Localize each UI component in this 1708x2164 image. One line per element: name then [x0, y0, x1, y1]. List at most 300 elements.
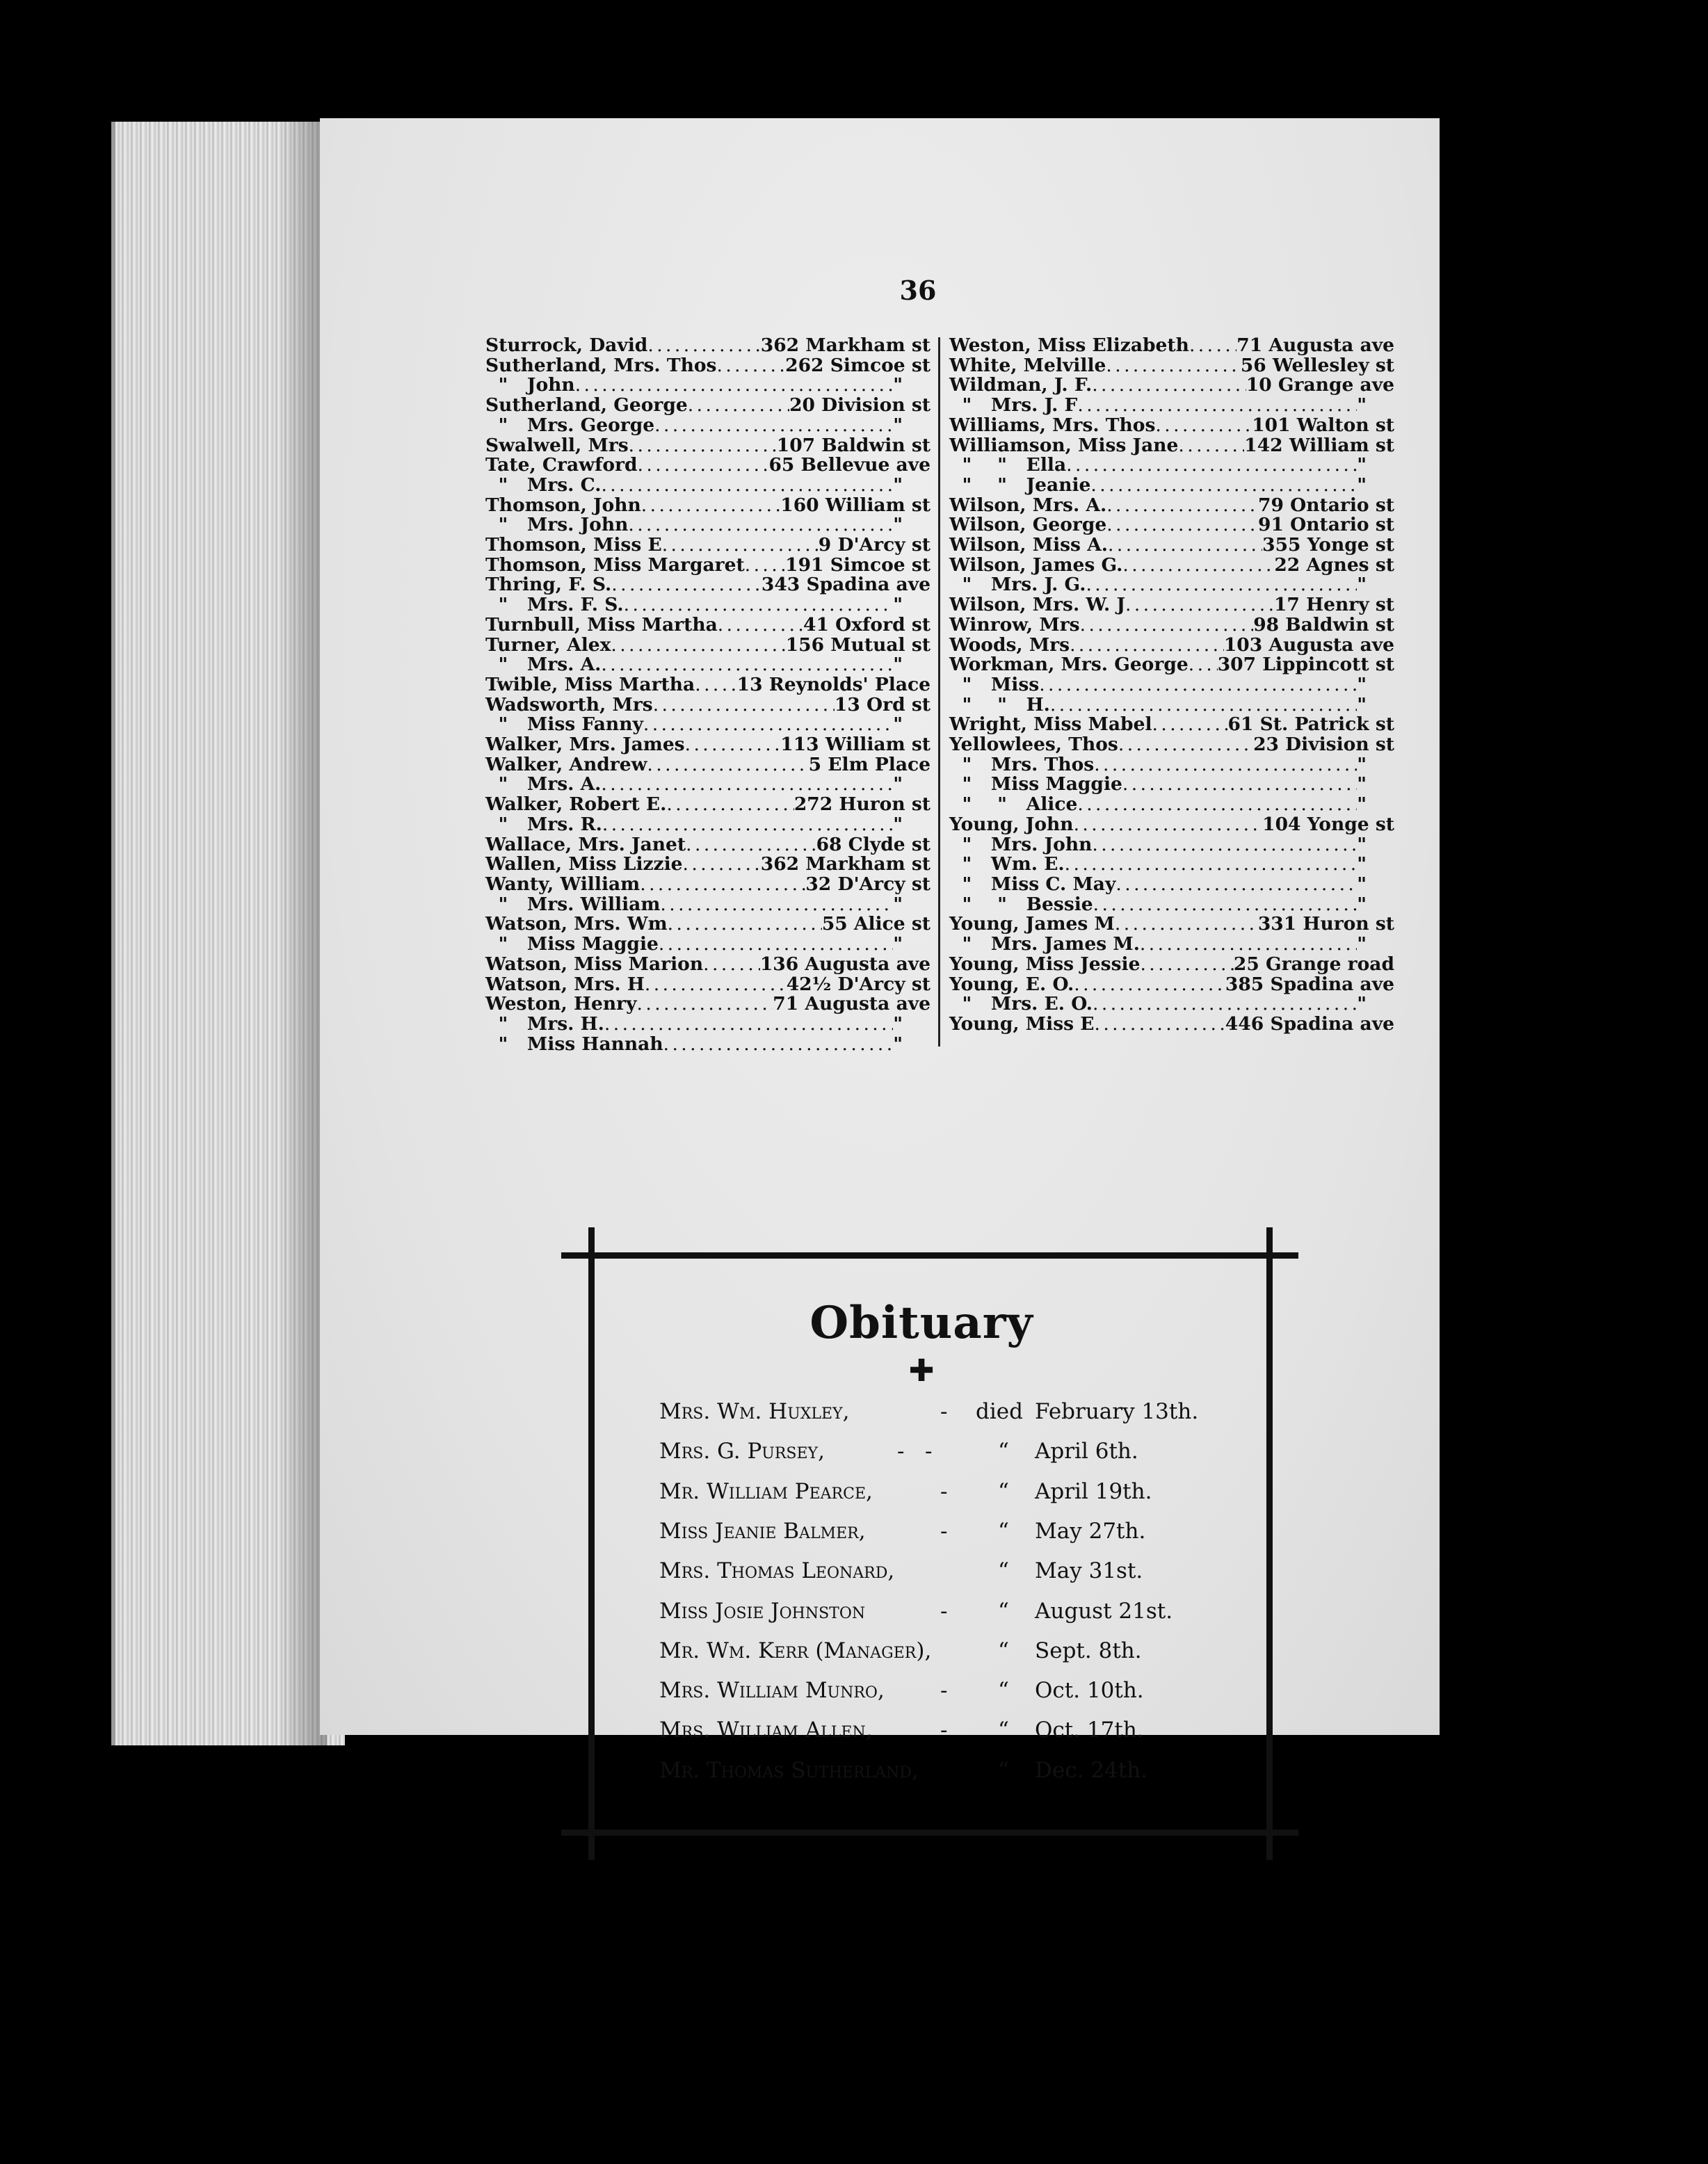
leader-dots	[683, 855, 761, 875]
obituary-name: Mrs. William Allen,	[659, 1718, 873, 1743]
entry-name: " Mrs. John	[949, 833, 1093, 855]
leader-dots	[602, 815, 893, 835]
entry-name: " Miss Maggie	[485, 933, 659, 955]
entry-address: "	[1357, 873, 1367, 895]
leader-dots	[1122, 556, 1274, 576]
obituary-name: Miss Jeanie Balmer,	[659, 1518, 866, 1544]
directory-entry	[949, 655, 1394, 675]
entry-address: 56 Wellesley st	[1240, 354, 1394, 376]
leader-dots	[628, 515, 893, 535]
leader-dots	[1115, 875, 1357, 895]
leader-dots	[653, 695, 835, 716]
directory-entry	[949, 376, 1394, 396]
directory-entry	[485, 775, 930, 795]
directory-entry	[485, 695, 930, 716]
leader-dots	[685, 735, 781, 755]
entry-address: 362 Markham st	[760, 334, 930, 356]
entry-name: Yellowlees, Thos	[949, 734, 1118, 756]
directory-entry	[949, 476, 1394, 496]
entry-name: Young, E. O.	[949, 973, 1074, 995]
leader-dots	[604, 1015, 893, 1035]
obituary-dash: -	[940, 1718, 948, 1743]
directory-entry	[485, 1035, 930, 1055]
entry-address: "	[1357, 993, 1367, 1015]
entry-name: Watson, Mrs. Wm	[485, 913, 668, 935]
leader-dots	[1106, 515, 1258, 535]
entry-address: 10 Grange ave	[1246, 374, 1394, 396]
entry-address: 355 Yonge st	[1262, 534, 1394, 556]
entry-address: 160 William st	[780, 494, 930, 516]
entry-name: Sutherland, Mrs. Thos	[485, 354, 717, 376]
entry-address: "	[893, 514, 903, 536]
entry-address: 262 Simcoe st	[785, 354, 930, 376]
directory-entry	[949, 455, 1394, 476]
leader-dots	[640, 875, 805, 895]
obituary-date: Oct. 17th.	[1035, 1718, 1144, 1743]
obituary-died: “	[998, 1478, 1009, 1504]
entry-address: 68 Clyde st	[816, 833, 930, 855]
entry-address: "	[1357, 693, 1367, 716]
entry-name: Weston, Miss Elizabeth	[949, 334, 1189, 356]
leader-dots	[1122, 775, 1357, 795]
directory-entry	[949, 835, 1394, 855]
leader-dots	[1178, 436, 1244, 456]
directory-entry	[485, 875, 930, 895]
entry-address: "	[893, 893, 903, 915]
obituary-died: “	[998, 1757, 1009, 1783]
cross-icon: ✚	[908, 1353, 935, 1389]
directory-entry	[485, 815, 930, 835]
entry-address: "	[1357, 474, 1367, 496]
directory-entry	[485, 535, 930, 556]
directory-entry	[949, 436, 1394, 456]
entry-name: Wadsworth, Mrs	[485, 693, 653, 716]
entry-name: " " Ella	[949, 454, 1067, 476]
directory-entry	[485, 914, 930, 935]
entry-name: Workman, Mrs. George	[949, 654, 1189, 676]
entry-address: 104 Yonge st	[1262, 813, 1394, 835]
leader-dots	[1094, 755, 1357, 775]
entry-name: " Mrs. H.	[485, 1012, 604, 1035]
entry-name: Turner, Alex	[485, 633, 611, 656]
leader-dots	[660, 895, 893, 915]
entry-address: 71 Augusta ave	[773, 993, 930, 1015]
entry-name: Swalwell, Mrs	[485, 434, 629, 456]
entry-address: 17 Henry st	[1273, 594, 1394, 616]
directory-entry	[949, 994, 1394, 1015]
entry-name: Williamson, Miss Jane	[949, 434, 1179, 456]
entry-address: 65 Bellevue ave	[768, 454, 930, 476]
leader-dots	[695, 675, 736, 695]
leader-dots	[1140, 935, 1357, 955]
entry-address: 61 St. Patrick st	[1227, 713, 1394, 736]
entry-name: Sutherland, George	[485, 394, 688, 417]
entry-name: " Mrs. James M.	[949, 933, 1140, 955]
leader-dots	[1093, 895, 1357, 915]
obituary-entry	[659, 1558, 1285, 1593]
entry-address: 362 Markham st	[760, 853, 930, 875]
leader-dots	[611, 575, 762, 595]
column-divider	[938, 337, 940, 1047]
entry-name: Wallen, Miss Lizzie	[485, 853, 683, 875]
entry-name: " Miss Hannah	[485, 1033, 663, 1055]
obituary-date: May 27th.	[1035, 1518, 1146, 1544]
entry-name: Watson, Mrs. H	[485, 973, 645, 995]
obituary-date: February 13th.	[1035, 1399, 1199, 1424]
obituary-name: Mrs. William Munro,	[659, 1678, 885, 1704]
leader-dots	[647, 336, 760, 356]
entry-address: 25 Grange road	[1233, 953, 1394, 975]
entry-address: "	[1357, 454, 1367, 476]
entry-address: 103 Augusta ave	[1223, 633, 1394, 656]
entry-address: "	[1357, 394, 1367, 417]
obituary-died: died	[976, 1399, 1023, 1424]
entry-address: "	[1357, 673, 1367, 695]
entry-name: " " Bessie	[949, 893, 1093, 915]
directory-entry	[485, 795, 930, 815]
obituary-name: Mr. Wm. Kerr (Manager),	[659, 1638, 932, 1663]
obituary-dash: -	[940, 1478, 948, 1504]
directory-entry	[949, 715, 1394, 735]
entry-address: "	[893, 1033, 903, 1055]
directory-entry	[949, 755, 1394, 775]
entry-address: "	[893, 414, 903, 436]
directory-entry	[949, 695, 1394, 716]
obituary-name: Mrs. Wm. Huxley,	[659, 1399, 850, 1424]
obituary-entry	[659, 1439, 1285, 1473]
entry-name: " " Jeanie	[949, 474, 1091, 496]
directory-entry	[949, 955, 1394, 975]
obituary-entry	[659, 1519, 1285, 1553]
directory-entry	[949, 595, 1394, 615]
leader-dots	[647, 755, 808, 775]
entry-name: Walker, Andrew	[485, 753, 647, 775]
directory-entry	[485, 376, 930, 396]
directory-entry	[485, 935, 930, 955]
obituary-entry	[659, 1399, 1285, 1434]
directory-entry	[949, 356, 1394, 376]
obituary-died: “	[998, 1439, 1009, 1464]
entry-name: Wright, Miss Mabel	[949, 713, 1152, 736]
entry-name: Watson, Miss Marion	[485, 953, 704, 975]
leader-dots	[662, 535, 819, 556]
entry-name: Walker, Mrs. James	[485, 734, 685, 756]
obituary-name: Miss Josie Johnston	[659, 1598, 866, 1624]
leader-dots	[1070, 636, 1224, 656]
directory-entry	[949, 735, 1394, 755]
entry-address: 331 Huron st	[1257, 913, 1394, 935]
directory-entry	[485, 1012, 930, 1035]
directory-entry	[485, 396, 930, 416]
obituary-entry	[659, 1678, 1285, 1713]
entry-name: " Mrs. R.	[485, 813, 602, 835]
obituary-name: Mr. William Pearce,	[659, 1478, 873, 1504]
directory-entry	[485, 356, 930, 376]
entry-name: " Mrs. J. F	[949, 394, 1078, 417]
directory-entry	[949, 556, 1394, 576]
obituary-entry	[659, 1599, 1285, 1633]
entry-address: "	[1357, 833, 1367, 855]
leader-dots	[624, 595, 894, 615]
directory-entry	[949, 396, 1394, 416]
directory-entry	[949, 633, 1394, 656]
obituary-dash: -	[940, 1678, 948, 1704]
directory-entry	[485, 715, 930, 735]
directory-entry	[485, 556, 930, 576]
entry-name: " " H.	[949, 693, 1050, 716]
directory-entry	[485, 615, 930, 636]
directory-entry	[949, 914, 1394, 935]
entry-name: Wilson, Mrs. W. J	[949, 594, 1126, 616]
entry-address: "	[893, 713, 903, 736]
obituary-entry	[659, 1479, 1285, 1514]
leader-dots	[1086, 575, 1357, 595]
entry-name: Turnbull, Miss Martha	[485, 613, 718, 636]
entry-name: " Miss	[949, 673, 1040, 695]
leader-dots	[663, 1035, 894, 1055]
leader-dots	[645, 975, 787, 995]
entry-name: " Miss Fanny	[485, 713, 643, 736]
directory-entry	[485, 755, 930, 775]
leader-dots	[638, 455, 769, 476]
entry-name: " Mrs. William	[485, 893, 661, 915]
entry-address: 98 Baldwin st	[1253, 613, 1394, 636]
entry-name: " Mrs. A.	[485, 654, 602, 676]
obituary-name: Mrs. Thomas Leonard,	[659, 1558, 895, 1584]
directory-entry	[949, 1012, 1394, 1035]
entry-name: " Mrs. E. O.	[949, 993, 1093, 1015]
entry-name: Wilson, Miss A.	[949, 534, 1108, 556]
entry-address: 307 Lippincott st	[1217, 654, 1394, 676]
entry-address: 343 Spadina ave	[761, 574, 930, 596]
entry-name: Williams, Mrs. Thos	[949, 414, 1156, 436]
leader-dots	[654, 416, 893, 436]
obituary-date: May 31st.	[1035, 1558, 1143, 1584]
directory-entry	[949, 875, 1394, 895]
directory-entry	[949, 855, 1394, 875]
entry-name: Thomson, Miss Margaret	[485, 554, 745, 576]
obituary-died: “	[998, 1678, 1009, 1704]
obituary-frame-left-rule	[588, 1227, 595, 1860]
entry-name: " Wm. E.	[949, 853, 1065, 875]
directory-entry	[949, 775, 1394, 795]
leader-dots	[1066, 455, 1357, 476]
directory-entry	[485, 675, 930, 695]
obituary-dash: -	[940, 1598, 948, 1624]
leader-dots	[1050, 695, 1357, 716]
obituary-frame-top-rule	[561, 1252, 1298, 1259]
page-number: 36	[899, 275, 937, 306]
obituary-died: “	[998, 1558, 1009, 1584]
entry-name: Wilson, Mrs. A.	[949, 494, 1107, 516]
entry-address: 136 Augusta ave	[759, 953, 930, 975]
entry-address: 42½ D'Arcy st	[786, 973, 930, 995]
entry-name: Thomson, Miss E	[485, 534, 662, 556]
obituary-entry	[659, 1718, 1285, 1752]
obituary-entry	[659, 1638, 1285, 1673]
leader-dots	[575, 376, 894, 396]
entry-name: " John	[485, 374, 575, 396]
entry-name: Winrow, Mrs	[949, 613, 1080, 636]
obituary-dash: - -	[897, 1439, 933, 1464]
leader-dots	[1092, 376, 1246, 396]
entry-name: " Mrs. J. G.	[949, 574, 1086, 596]
entry-address: 79 Ontario st	[1258, 494, 1394, 516]
leader-dots	[1080, 615, 1254, 636]
entry-name: Wanty, William	[485, 873, 640, 895]
directory-entry	[485, 476, 930, 496]
entry-name: Tate, Crawford	[485, 454, 638, 476]
leader-dots	[1090, 476, 1357, 496]
entry-address: 5 Elm Place	[808, 753, 930, 775]
directory-entry	[949, 535, 1394, 556]
directory-entry	[485, 994, 930, 1015]
directory-entry	[949, 795, 1394, 815]
entry-address: 23 Division st	[1253, 734, 1394, 756]
entry-name: Woods, Mrs	[949, 633, 1070, 656]
obituary-dash: -	[940, 1399, 948, 1424]
obituary-date: August 21st.	[1035, 1598, 1173, 1624]
entry-address: "	[893, 813, 903, 835]
entry-name: " Mrs. John	[485, 514, 629, 536]
leader-dots	[637, 994, 773, 1015]
entry-address: "	[893, 374, 903, 396]
leader-dots	[745, 556, 785, 576]
leader-dots	[716, 356, 785, 376]
entry-address: 13 Reynolds' Place	[736, 673, 930, 695]
entry-address: 22 Agnes st	[1274, 554, 1394, 576]
entry-name: White, Melville	[949, 354, 1106, 376]
entry-name: " Mrs. A.	[485, 773, 602, 796]
directory-entry	[949, 895, 1394, 915]
directory-entry	[485, 633, 930, 656]
entry-address: 272 Huron st	[793, 793, 930, 816]
leader-dots	[1094, 1015, 1225, 1035]
entry-address: 113 William st	[780, 734, 930, 756]
obituary-dash: -	[940, 1518, 948, 1544]
directory-entry	[485, 955, 930, 975]
directory-entry	[485, 855, 930, 875]
obituary-died: “	[998, 1638, 1009, 1663]
entry-name: " Mrs. F. S.	[485, 594, 624, 616]
leader-dots	[611, 636, 785, 656]
directory-entry	[949, 416, 1394, 436]
entry-address: "	[893, 1012, 903, 1035]
leader-dots	[659, 935, 893, 955]
entry-address: 20 Division st	[789, 394, 930, 417]
leader-dots	[1077, 795, 1357, 815]
entry-address: "	[893, 594, 903, 616]
directory-entry	[485, 575, 930, 595]
entry-address: "	[893, 933, 903, 955]
directory-entry	[485, 595, 930, 615]
directory-entry	[949, 815, 1394, 835]
entry-address: 142 William st	[1244, 434, 1394, 456]
directory-column-right	[949, 336, 1394, 1035]
obituary-date: Sept. 8th.	[1035, 1638, 1142, 1663]
entry-name: " Mrs. George	[485, 414, 655, 436]
entry-address: "	[1357, 893, 1367, 915]
leader-dots	[1093, 994, 1357, 1015]
obituary-date: April 19th.	[1035, 1478, 1152, 1504]
leader-dots	[1155, 416, 1252, 436]
leader-dots	[629, 436, 777, 456]
directory-entry	[485, 895, 930, 915]
directory-entry	[949, 615, 1394, 636]
entry-name: Wildman, J. F.	[949, 374, 1093, 396]
leader-dots	[601, 655, 893, 675]
directory-entry	[485, 496, 930, 516]
directory-entry	[949, 935, 1394, 955]
leader-dots	[1074, 815, 1263, 835]
entry-address: 107 Baldwin st	[776, 434, 930, 456]
entry-address: 101 Walton st	[1252, 414, 1394, 436]
directory-entry	[485, 416, 930, 436]
obituary-died: “	[998, 1518, 1009, 1544]
directory-entry	[949, 675, 1394, 695]
entry-address: 156 Mutual st	[785, 633, 930, 656]
leader-dots	[666, 795, 794, 815]
obituary-name: Mrs. G. Pursey,	[659, 1439, 825, 1464]
entry-name: " Miss Maggie	[949, 773, 1122, 796]
directory-entry	[485, 835, 930, 855]
leader-dots	[643, 715, 893, 735]
directory-entry	[485, 455, 930, 476]
entry-address: 385 Spadina ave	[1225, 973, 1394, 995]
obituary-entry	[659, 1758, 1285, 1793]
leader-dots	[1065, 855, 1357, 875]
leader-dots	[601, 775, 893, 795]
leader-dots	[1092, 835, 1357, 855]
leader-dots	[1152, 715, 1228, 735]
entry-address: 71 Augusta ave	[1236, 334, 1394, 356]
entry-name: Twible, Miss Martha	[485, 673, 695, 695]
directory-entry	[949, 515, 1394, 535]
leader-dots	[668, 914, 822, 935]
leader-dots	[1189, 336, 1236, 356]
directory-column-left	[485, 336, 930, 1054]
entry-name: Walker, Robert E.	[485, 793, 667, 816]
obituary-name: Mr. Thomas Sutherland,	[659, 1757, 919, 1783]
leader-dots	[1140, 955, 1233, 975]
obituary-died: “	[998, 1718, 1009, 1743]
entry-address: "	[1357, 793, 1367, 816]
leader-dots	[718, 615, 803, 636]
entry-name: " Mrs. Thos	[949, 753, 1095, 775]
leader-dots	[1108, 535, 1262, 556]
entry-address: "	[1357, 933, 1367, 955]
leader-dots	[1074, 975, 1225, 995]
leader-dots	[1125, 595, 1274, 615]
entry-address: "	[893, 474, 903, 496]
entry-address: "	[893, 654, 903, 676]
entry-address: 32 D'Arcy st	[805, 873, 930, 895]
entry-name: Thring, F. S.	[485, 574, 612, 596]
entry-address: "	[1357, 853, 1367, 875]
leader-dots	[1189, 655, 1218, 675]
directory-entry	[485, 336, 930, 356]
entry-name: Young, Miss E	[949, 1012, 1095, 1035]
entry-address: 41 Oxford st	[803, 613, 930, 636]
entry-address: 91 Ontario st	[1258, 514, 1394, 536]
entry-address: 446 Spadina ave	[1225, 1012, 1394, 1035]
leader-dots	[1106, 496, 1258, 516]
entry-name: Young, John	[949, 813, 1074, 835]
leader-dots	[1106, 356, 1240, 376]
directory-entry	[485, 515, 930, 535]
entry-name: Young, James M	[949, 913, 1115, 935]
directory-entry	[949, 496, 1394, 516]
